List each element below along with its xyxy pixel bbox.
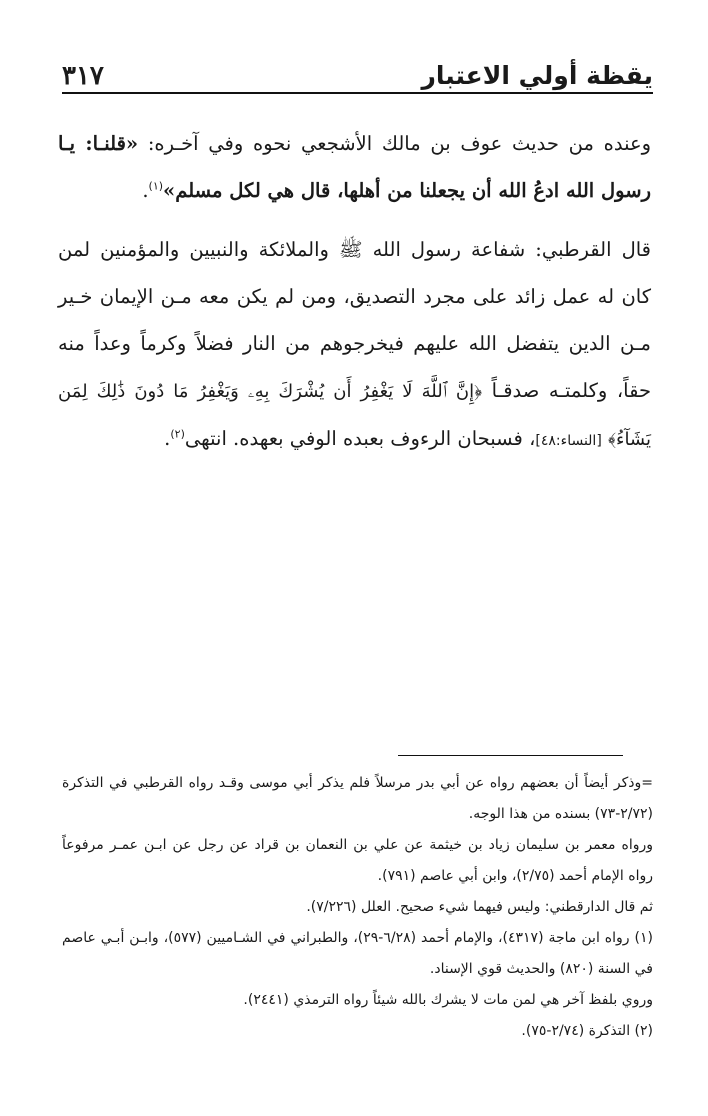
paragraph-1-text: وعنده من حديث عوف بن مالك الأشجعي نحوه وفي آخـره: [138, 132, 652, 155]
paragraph-2-line-1: قال القرطبي: شفاعة رسول الله ﷺ والملائكة والنبيين والمؤمنين لمن كان [58, 238, 651, 308]
footnote-continuation-2: ورواه معمر بن سليمان زياد بن خيثمة عن علي بن النعمان بن قراد عن رجل عن ابـن عمـر مرفوعاً رواه الإمام أحمد (٢/٧٥)، وابن أبي عاصم (٧٩١). [62, 837, 653, 884]
paragraph-2-line-3: الدين يتفضل الله عليهم فيخرجوهم من النار فضلاً وكرماً وعداً منه حقاً، [58, 332, 652, 402]
footnote-continuation-3: ثم قال الدارقطني: وليس فيهما شيء صحيح. العلل (٧/٢٢٦). [306, 899, 653, 915]
footnote-1-extra: وروي بلفظ آخر هي لمن مات لا يشرك بالله شيئاً رواه الترمذي (٢٤٤١). [243, 992, 653, 1008]
hadith-quote-start: «قلنـا: يـا [58, 132, 139, 155]
paragraph-2-line-2: له عمل زائد على مجرد التصديق، ومن لم يكن معه مـن الإيمان خـير مـن [58, 285, 652, 355]
quran-verse: ﴿إِنَّ ٱللَّهَ لَا يَغْفِرُ أَن يُشْرَكَ بِهِۦ وَيَغْفِرُ مَا دُونَ ذَٰلِكَ لِمَن يَشَآءُ﴾ [58, 381, 651, 450]
running-title: يقظة أولي الاعتبار [421, 61, 653, 90]
paragraph-2-line-4: وكلمتـه صدقـاً [482, 379, 608, 402]
page-number: ٣١٧ [62, 61, 104, 91]
footnote-separator [398, 755, 623, 756]
paragraph-2-line-5: ، فسبحان الرءوف بعبده الوفي بعهده. انتهى [184, 427, 536, 450]
main-text [58, 120, 651, 465]
paragraph-2 [58, 226, 651, 465]
period: . [142, 179, 149, 202]
surah-reference: [النساء:٤٨] [535, 433, 602, 449]
period: . [164, 427, 171, 450]
footnote-marker-1[interactable]: (١) [148, 179, 164, 193]
footnote-continuation: =وذكر أيضاً أن بعضهم رواه عن أبي بدر مرسلاً فلم يذكر أبي موسى وقـد رواه القرطبي في التذكرة (٢/٧٢-٧٣) بسنده من هذا الوجه. [62, 775, 653, 822]
hadith-quote: رسول الله ادعُ الله أن يجعلنا من أهلها، قال هي لكل مسلم» [163, 179, 651, 202]
footnote-2: (٢) التذكرة (٢/٧٤-٧٥). [521, 1023, 653, 1039]
paragraph-1 [58, 120, 651, 214]
footnotes [62, 768, 653, 1047]
footnote-1: (١) رواه ابن ماجة (٤٣١٧)، والإمام أحمد (٦/٢٨-٢٩)، والطبراني في الشـاميين (٥٧٧)، وابـن أبـي عاصم في السنة (٨٢٠) والحديث قوي الإسناد. [62, 930, 653, 977]
footnote-marker-2[interactable]: (٢) [170, 427, 185, 441]
page-header [62, 58, 653, 94]
